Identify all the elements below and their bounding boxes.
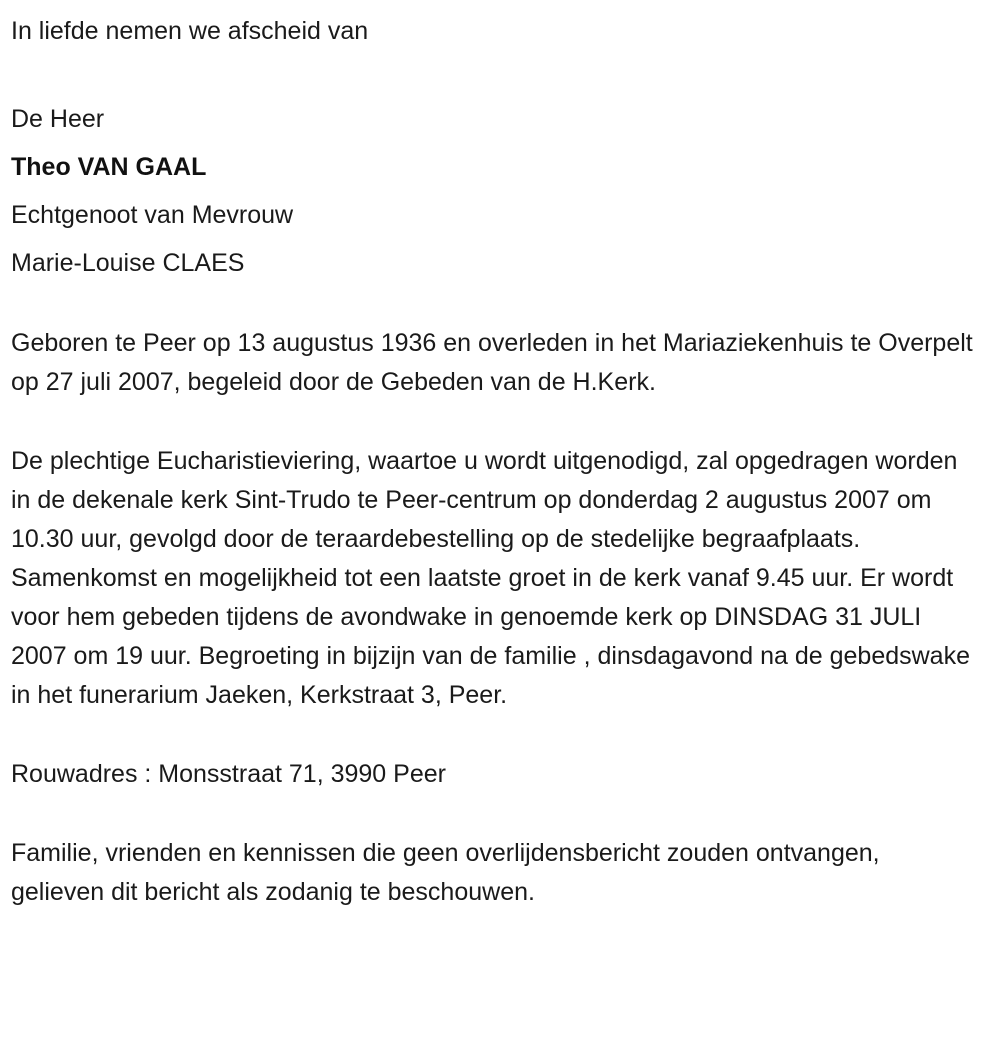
salutation-line: De Heer <box>11 105 105 133</box>
closing-paragraph: Familie, vrienden en kennissen die geen overlijdensbericht zouden ontvangen, gelieven dit bericht als zodanig te beschouwen. <box>11 839 880 906</box>
intro-line: In liefde nemen we afscheid van <box>11 17 369 45</box>
birth-death-paragraph: Geboren te Peer op 13 augustus 1936 en overleden in het Mariaziekenhuis te Overpelt op 27 juli 2007, begeleid door de Gebeden van de H.Kerk. <box>11 329 973 396</box>
mourning-address: Rouwadres : Monsstraat 71, 3990 Peer <box>11 760 446 788</box>
spacer <box>11 292 978 324</box>
ceremony-paragraph: De plechtige Eucharistieviering, waartoe u wordt uitgenodigd, zal opgedragen worden in de dekenale kerk Sint-Trudo te Peer-centrum op donderdag 2 augustus 2007 om 10.30 uur, gevolgd door de teraardebestelling op de stedelijke begraafplaats. Samenkomst en mogelijkheid tot een laatste groet in de kerk vanaf 9.45 uur. Er wordt voor hem gebeden tijdens de avondwake in genoemde kerk op DINSDAG 31 JULI 2007 om 19 uur. Begroeting in bijzijn van de familie , dinsdagavond na de gebedswake in het funerarium Jaeken, Kerkstraat 3, Peer. <box>11 447 970 709</box>
spouse-relation-line: Echtgenoot van Mevrouw <box>11 201 294 229</box>
spouse-name: Marie-Louise CLAES <box>11 249 245 277</box>
deceased-name: Theo VAN GAAL <box>11 153 207 181</box>
spacer <box>11 60 978 100</box>
